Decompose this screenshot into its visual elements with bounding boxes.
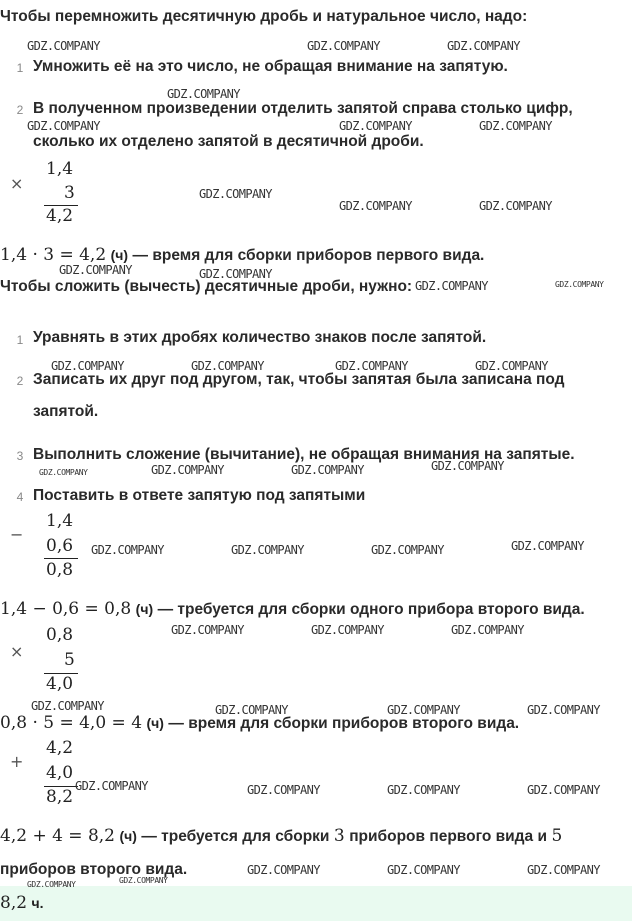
- watermark: GDZ.COMPANY: [151, 463, 224, 477]
- watermark: GDZ.COMPANY: [91, 543, 164, 557]
- watermark: GDZ.COMPANY: [31, 699, 104, 713]
- watermark: GDZ.COMPANY: [511, 539, 584, 553]
- watermark: GDZ.COMPANY: [555, 280, 604, 289]
- result1-expression: 1,4 · 3 = 4,2: [0, 245, 107, 265]
- calc4-operand-b: 4,0: [46, 763, 74, 783]
- watermark: GDZ.COMPANY: [339, 119, 412, 133]
- watermark: GDZ.COMPANY: [199, 267, 272, 281]
- watermark: GDZ.COMPANY: [215, 703, 288, 717]
- calc2-result: 0,8: [46, 560, 74, 580]
- calc4-result: 8,2: [46, 787, 74, 807]
- add-step-1-text: Уравнять в этих дробях количество знаков после запятой.: [33, 329, 487, 346]
- calc4-operator: +: [10, 752, 24, 771]
- result4-text-a: — требуется для сборки: [141, 828, 330, 845]
- watermark: GDZ.COMPANY: [27, 119, 100, 133]
- watermark: GDZ.COMPANY: [479, 199, 552, 213]
- watermark: GDZ.COMPANY: [415, 279, 488, 293]
- calc2-line: [44, 558, 78, 559]
- add-step-1-number: 1: [16, 333, 24, 347]
- watermark: GDZ.COMPANY: [291, 463, 364, 477]
- mult-step-2-number: 2: [16, 103, 24, 117]
- calc1-operator: ×: [10, 174, 24, 193]
- result1-line: [0, 245, 484, 265]
- answer-line: [0, 893, 44, 913]
- result4-count-2: 5: [551, 826, 563, 846]
- watermark: GDZ.COMPANY: [387, 703, 460, 717]
- add-step-3-number: 3: [16, 449, 24, 463]
- watermark: GDZ.COMPANY: [371, 543, 444, 557]
- watermark: GDZ.COMPANY: [311, 623, 384, 637]
- watermark: GDZ.COMPANY: [167, 87, 240, 101]
- calc2-operand-b: 0,6: [46, 536, 74, 556]
- watermark: GDZ.COMPANY: [231, 543, 304, 557]
- watermark: GDZ.COMPANY: [527, 783, 600, 797]
- mult-step-1-text: Умножить её на это число, не обращая внимание на запятую.: [33, 58, 508, 75]
- calc3-operator: ×: [10, 642, 24, 661]
- calc1-result: 4,2: [46, 206, 74, 226]
- watermark: GDZ.COMPANY: [475, 359, 548, 373]
- mult-step-1-number: 1: [16, 61, 24, 75]
- calc3-operand-a: 0,8: [46, 625, 74, 645]
- result2-unit: (ч): [135, 601, 154, 617]
- mult-step-2-text-cont: сколько их отделено запятой в десятичной дроби.: [33, 133, 424, 150]
- watermark: GDZ.COMPANY: [247, 783, 320, 797]
- add-step-2-text-cont: запятой.: [33, 403, 99, 420]
- result2-text: — требуется для сборки одного прибора второго вида.: [157, 601, 585, 618]
- watermark: GDZ.COMPANY: [27, 880, 76, 889]
- result3-unit: (ч): [146, 715, 164, 731]
- watermark: GDZ.COMPANY: [479, 119, 552, 133]
- watermark: GDZ.COMPANY: [527, 703, 600, 717]
- watermark: GDZ.COMPANY: [339, 199, 412, 213]
- result4-line: [0, 826, 562, 846]
- watermark: GDZ.COMPANY: [387, 783, 460, 797]
- result2-expression: 1,4 − 0,6 = 0,8: [0, 599, 132, 619]
- result4-count-1: 3: [333, 826, 345, 846]
- watermark: GDZ.COMPANY: [119, 876, 168, 885]
- watermark: GDZ.COMPANY: [387, 863, 460, 877]
- result4-text-cont: приборов второго вида.: [0, 861, 188, 878]
- result4-unit: (ч): [119, 828, 137, 844]
- result4-text-b: приборов первого вида и: [349, 828, 547, 845]
- mult-step-2-text: В полученном произведении отделить запятой справа столько цифр,: [33, 100, 573, 117]
- watermark: GDZ.COMPANY: [191, 359, 264, 373]
- add-step-2-text: Записать их друг под другом, так, чтобы запятая была записана под: [33, 371, 565, 388]
- answer-highlight: [0, 886, 632, 921]
- result1-unit: (ч): [110, 247, 129, 263]
- add-rule-heading: Чтобы сложить (вычесть) десятичные дроби, нужно:: [0, 278, 413, 295]
- result3-text: — время для сборки приборов второго вида.: [168, 715, 520, 732]
- watermark: GDZ.COMPANY: [447, 39, 520, 53]
- result1-text: — время для сборки приборов первого вида.: [132, 247, 485, 264]
- watermark: GDZ.COMPANY: [335, 359, 408, 373]
- result2-line: [0, 599, 585, 619]
- watermark: GDZ.COMPANY: [39, 468, 88, 477]
- watermark: GDZ.COMPANY: [75, 779, 148, 793]
- watermark: GDZ.COMPANY: [51, 359, 124, 373]
- watermark: GDZ.COMPANY: [199, 187, 272, 201]
- watermark: GDZ.COMPANY: [527, 863, 600, 877]
- calc4-operand-a: 4,2: [46, 738, 74, 758]
- watermark: GDZ.COMPANY: [27, 39, 100, 53]
- watermark: GDZ.COMPANY: [59, 263, 132, 277]
- calc2-operator: −: [10, 525, 24, 544]
- answer-value: 8,2: [0, 893, 28, 913]
- add-step-2-number: 2: [16, 374, 24, 388]
- add-step-3-text: Выполнить сложение (вычитание), не обращая внимания на запятые.: [33, 446, 575, 463]
- calc3-result: 4,0: [46, 674, 74, 694]
- calc2-operand-a: 1,4: [46, 511, 74, 531]
- calc1-operand-a: 1,4: [46, 159, 74, 179]
- watermark: GDZ.COMPANY: [451, 623, 524, 637]
- calc3-operand-b: 5: [64, 650, 75, 670]
- mult-rule-heading: Чтобы перемножить десятичную дробь и натуральное число, надо:: [0, 8, 528, 25]
- watermark: GDZ.COMPANY: [307, 39, 380, 53]
- watermark: GDZ.COMPANY: [431, 459, 504, 473]
- result3-expression: 0,8 · 5 = 4,0 = 4: [0, 713, 143, 733]
- add-step-4-text: Поставить в ответе запятую под запятыми: [33, 487, 366, 504]
- add-step-4-number: 4: [16, 490, 24, 504]
- watermark: GDZ.COMPANY: [247, 863, 320, 877]
- result4-expression: 4,2 + 4 = 8,2: [0, 826, 115, 846]
- calc1-operand-b: 3: [64, 183, 75, 203]
- answer-unit: ч.: [31, 895, 44, 911]
- watermark: GDZ.COMPANY: [171, 623, 244, 637]
